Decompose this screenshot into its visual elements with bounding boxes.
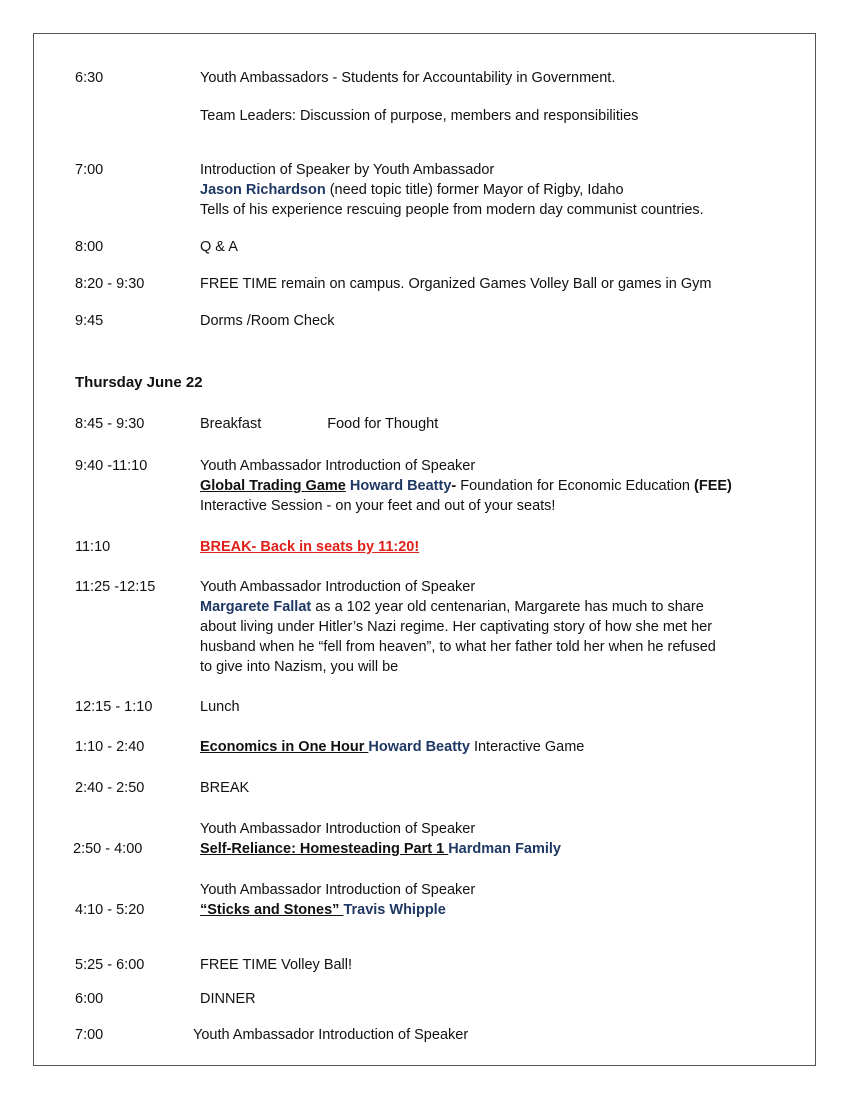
entry-economics: Economics in One Hour Howard Beatty Interactive Game — [200, 739, 585, 755]
time-lunch: 12:15 - 1:10 — [75, 699, 153, 715]
time-econ: 1:10 - 2:40 — [75, 739, 145, 755]
time-7-00: 7:00 — [75, 162, 104, 178]
entry-richardson: Introduction of Speaker by Youth Ambassador Jason Richardson (need topic title) former Mayor of Rigby, Idaho Tells of his experience rescuing people from modern day communist countries. — [200, 162, 704, 218]
entry-breakfast: Breakfast Food for Thought — [200, 416, 439, 432]
time-6-30: 6:30 — [75, 70, 104, 86]
entry-free-volley: FREE TIME Volley Ball! — [200, 957, 353, 973]
entry-youth-ambassadors: Youth Ambassadors - Students for Accountability in Government. Team Leaders: Discussion of purpose, members and responsibilities — [200, 70, 639, 124]
speaker-name: Hardman Family — [448, 841, 562, 857]
speaker-name: Howard Beatty — [349, 478, 452, 494]
time-break2: 2:40 - 2:50 — [75, 780, 145, 796]
time-dinner: 6:00 — [75, 991, 104, 1007]
time-last: 7:00 — [75, 1027, 104, 1043]
time-self: 2:50 - 4:00 — [73, 841, 143, 857]
time-free: 5:25 - 6:00 — [75, 957, 145, 973]
entry-global-trading: Youth Ambassador Introduction of Speaker Global Trading Game Howard Beatty- Foundation for Economic Education (FEE) Interactive Session - on your feet and out of your seats! — [200, 458, 732, 514]
entry-qa: Q & A — [200, 239, 238, 255]
session-title: “Sticks and Stones” — [200, 902, 344, 918]
speaker-name: Howard Beatty — [368, 739, 470, 755]
time-sticks: 4:10 - 5:20 — [75, 902, 145, 918]
entry-dinner: DINNER — [200, 991, 256, 1007]
time-9-45: 9:45 — [75, 313, 104, 329]
time-fallat: 11:25 -12:15 — [75, 579, 156, 595]
entry-dorms: Dorms /Room Check — [200, 313, 335, 329]
session-title: Self-Reliance: Homesteading Part 1 — [200, 841, 449, 857]
entry-self-reliance: Youth Ambassador Introduction of Speaker Self-Reliance: Homesteading Part 1 Hardman Family — [200, 821, 562, 857]
entry-lunch: Lunch — [200, 699, 240, 715]
speaker-name: Jason Richardson — [200, 182, 326, 198]
speaker-name: Margarete Fallat — [200, 599, 312, 615]
speaker-name: Travis Whipple — [343, 902, 446, 918]
time-break1: 11:10 — [75, 539, 111, 555]
entry-free-time: FREE TIME remain on campus. Organized Games Volley Ball or games in Gym — [200, 276, 712, 292]
time-8-20: 8:20 - 9:30 — [75, 276, 145, 292]
time-global: 9:40 -11:10 — [75, 458, 148, 474]
entry-break2: BREAK — [200, 780, 250, 796]
session-title: Global Trading Game — [200, 478, 346, 494]
entry-fallat: Youth Ambassador Introduction of Speaker Margarete Fallat as a 102 year old centenarian, Margarete has much to share about living under Hitler’s Nazi regime. Her captivating story of how she met her husband when he “fell from heaven”, to what her father told her when he refused to give into Nazism, you will be — [200, 579, 716, 675]
entry-last: Youth Ambassador Introduction of Speaker — [193, 1027, 469, 1043]
entry-break1: BREAK- Back in seats by 11:20! — [200, 539, 420, 555]
day-heading: Thursday June 22 — [75, 374, 203, 391]
time-8-00: 8:00 — [75, 239, 104, 255]
entry-sticks: Youth Ambassador Introduction of Speaker “Sticks and Stones” Travis Whipple — [200, 882, 476, 918]
session-title: Economics in One Hour — [200, 739, 369, 755]
time-breakfast: 8:45 - 9:30 — [75, 416, 145, 432]
